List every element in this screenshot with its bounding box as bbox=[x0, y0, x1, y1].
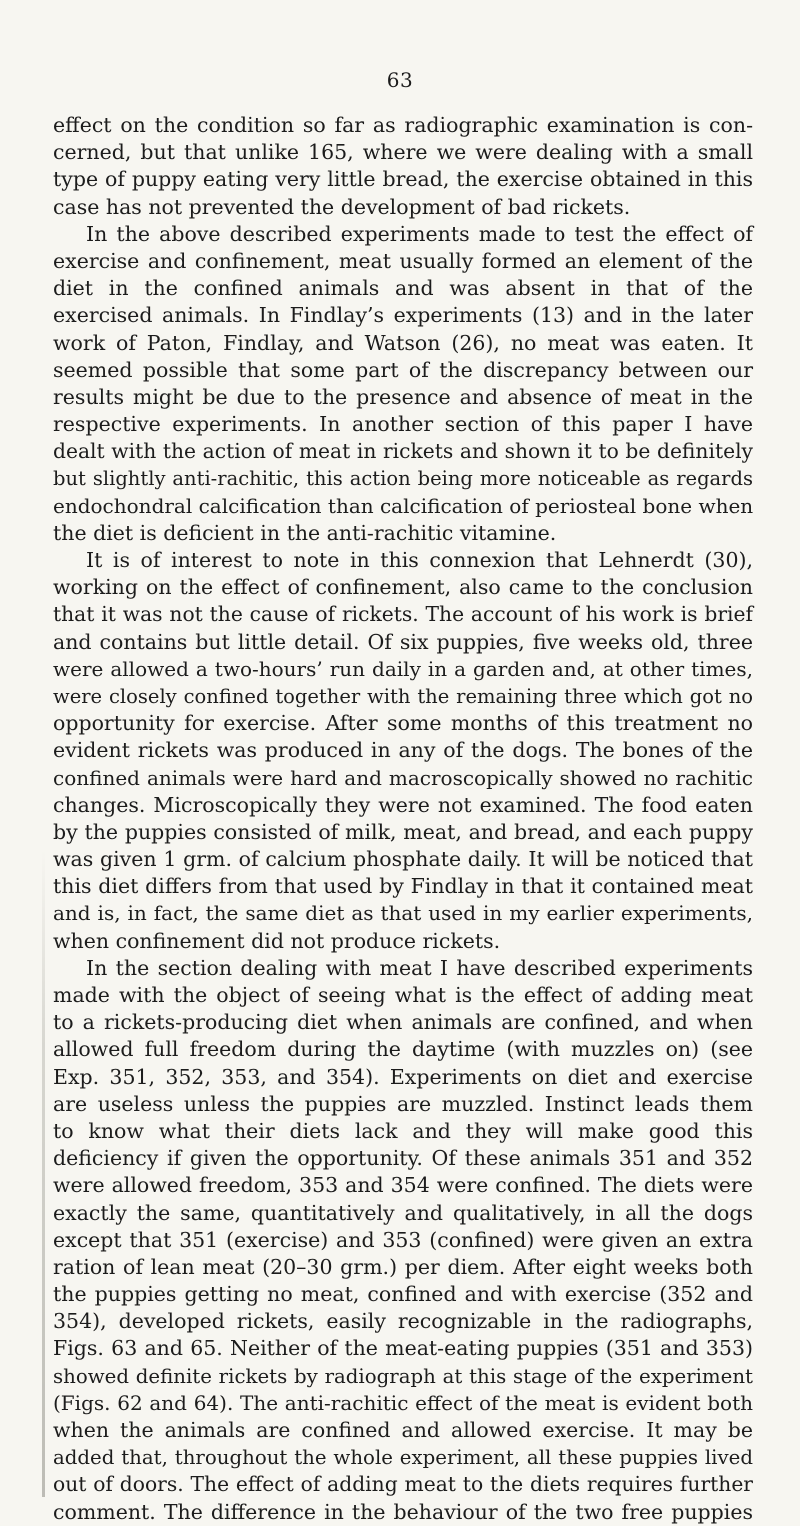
text-line: deficiency if given the opportunity. Of these animals 351 and 352 bbox=[53, 1146, 753, 1171]
text-line: allowed full freedom during the daytime (with muzzles on) (see bbox=[53, 1037, 753, 1062]
text-line: cerned, but that unlike 165, where we were dealing with a small bbox=[53, 140, 753, 165]
text-line: diet in the confined animals and was absent in that of the bbox=[53, 276, 753, 301]
text-line: seemed possible that some part of the discrepancy between our bbox=[53, 357, 753, 382]
text-line: to know what their diets lack and they will make good this bbox=[53, 1118, 753, 1143]
text-line: In the section dealing with meat I have described experiments bbox=[86, 955, 753, 980]
text-line: Figs. 63 and 65. Neither of the meat-eating puppies (351 and 353) bbox=[53, 1336, 753, 1361]
text-line: to a rickets-producing diet when animals are confined, and when bbox=[53, 1010, 753, 1035]
text-line: except that 351 (exercise) and 353 (confined) were given an extra bbox=[53, 1227, 753, 1252]
text-line: work of Paton, Findlay, and Watson (26), no meat was eaten. It bbox=[53, 330, 753, 355]
text-line: working on the effect of confinement, also came to the conclusion bbox=[53, 575, 753, 600]
text-line: were allowed freedom, 353 and 354 were confined. The diets were bbox=[53, 1173, 753, 1198]
text-line: were allowed a two-hours’ run daily in a garden and, at other times, bbox=[53, 656, 753, 681]
text-line: results might be due to the presence and absence of meat in the bbox=[53, 384, 753, 409]
text-line: 354), developed rickets, easily recognizable in the radiographs, bbox=[53, 1309, 753, 1334]
text-line: are useless unless the puppies are muzzled. Instinct leads them bbox=[53, 1091, 753, 1116]
text-line: evident rickets was produced in any of the dogs. The bones of the bbox=[53, 738, 753, 763]
text-line: by the puppies consisted of milk, meat, and bread, and each puppy bbox=[53, 819, 753, 844]
text-line: the diet is deficient in the anti-rachitic vitamine. bbox=[53, 520, 557, 545]
text-line: but slightly anti-rachitic, this action being more noticeable as regards bbox=[53, 467, 753, 491]
text-line: It is of interest to note in this connexion that Lehnerdt (30), bbox=[86, 548, 753, 572]
page-number: 63 bbox=[386, 68, 414, 92]
text-line: In the above described experiments made to test the effect of bbox=[86, 221, 753, 246]
text-line: made with the object of seeing what is the effect of adding meat bbox=[53, 983, 753, 1007]
text-line: added that, throughout the whole experiment, all these puppies lived bbox=[53, 1446, 753, 1470]
body-text bbox=[53, 112, 753, 1526]
text-line: (Figs. 62 and 64). The anti-rachitic effect of the meat is evident both bbox=[53, 1390, 753, 1415]
text-line: confined animals were hard and macroscopically showed no rachitic bbox=[53, 765, 753, 790]
text-line: endochondral calcification than calcification of periosteal bone when bbox=[53, 493, 754, 518]
text-line: dealt with the action of meat in rickets and shown it to be definitely bbox=[53, 439, 753, 464]
text-line: out of doors. The effect of adding meat to the diets requires further bbox=[53, 1472, 753, 1497]
text-line: exercised animals. In Findlay’s experiments (13) and in the later bbox=[53, 303, 753, 328]
text-line: showed definite rickets by radiograph at this stage of the experiment bbox=[53, 1364, 753, 1388]
text-line: changes. Microscopically they were not examined. The food eaten bbox=[53, 792, 753, 817]
text-line: type of puppy eating very little bread, the exercise obtained in this bbox=[53, 167, 753, 192]
text-line: exercise and confinement, meat usually formed an element of the bbox=[53, 248, 753, 273]
text-line: comment. The difference in the behaviour of the two free puppies bbox=[53, 1499, 753, 1524]
text-line: when the animals are confined and allowed exercise. It may be bbox=[53, 1418, 753, 1442]
text-line: was given 1 grm. of calcium phosphate daily. It will be noticed that bbox=[53, 847, 753, 872]
text-line: and contains but little detail. Of six puppies, five weeks old, three bbox=[53, 629, 753, 654]
text-line: Exp. 351, 352, 353, and 354). Experiments on diet and exercise bbox=[53, 1064, 753, 1089]
text-line: were closely confined together with the remaining three which got no bbox=[53, 684, 753, 708]
text-line: that it was not the cause of rickets. The account of his work is brief bbox=[53, 602, 753, 627]
text-line: this diet differs from that used by Findlay in that it contained meat bbox=[53, 874, 753, 899]
text-line: and is, in fact, the same diet as that used in my earlier experiments, bbox=[53, 901, 753, 926]
text-line: exactly the same, quantitatively and qualitatively, in all the dogs bbox=[53, 1200, 753, 1225]
text-line: respective experiments. In another section of this paper I have bbox=[53, 412, 753, 437]
text-line: ration of lean meat (20–30 grm.) per diem. After eight weeks both bbox=[53, 1254, 753, 1279]
text-line: effect on the condition so far as radiographic examination is con- bbox=[53, 113, 753, 137]
page-edge-shadow bbox=[42, 850, 45, 1497]
text-line: the puppies getting no meat, confined and with exercise (352 and bbox=[53, 1282, 753, 1307]
text-line: case has not prevented the development of bad rickets. bbox=[53, 194, 631, 219]
text-line: opportunity for exercise. After some months of this treatment no bbox=[53, 711, 753, 736]
text-line: when confinement did not produce rickets. bbox=[53, 928, 501, 953]
